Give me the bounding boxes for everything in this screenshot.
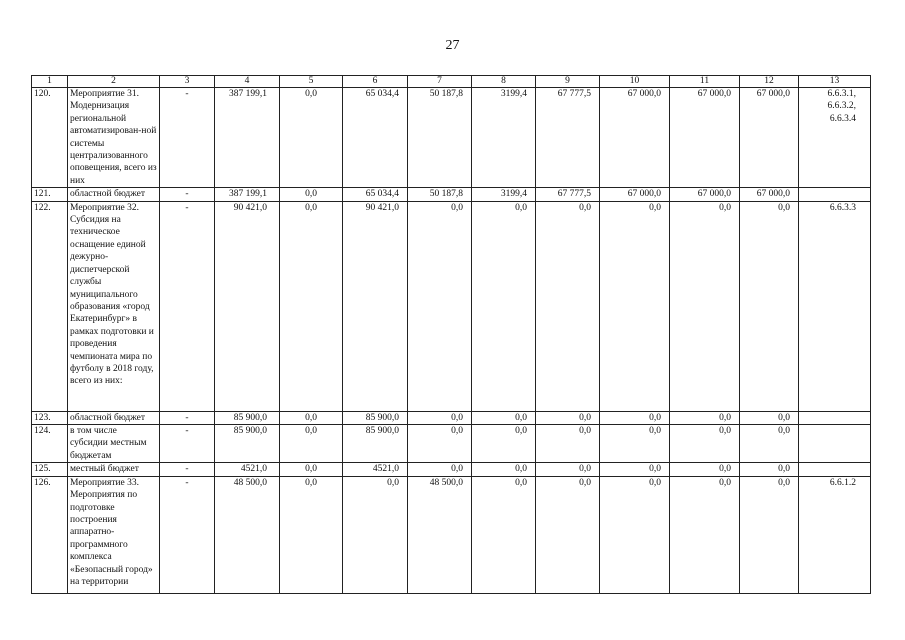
col3-value: - [160,411,215,424]
page-number: 27 [445,38,460,53]
row-number: 122. [32,201,68,411]
col9-value: 0,0 [536,201,600,411]
col4-value: 387 199,1 [215,188,280,201]
col3-value: - [160,476,215,593]
column-number-row [32,76,871,88]
col12-value: 67 000,0 [740,188,799,201]
col7-value: 50 187,8 [408,88,472,188]
row-number: 123. [32,411,68,424]
col4-value: 85 900,0 [215,411,280,424]
table-row [32,425,871,463]
col6-value: 85 900,0 [343,425,408,463]
col11-value: 67 000,0 [670,88,740,188]
col5-value: 0,0 [280,463,343,476]
col10-value: 0,0 [600,463,670,476]
column-header: 9 [536,76,600,88]
column-header: 12 [740,76,799,88]
column-header: 6 [343,76,408,88]
col3-value: - [160,425,215,463]
col12-value: 0,0 [740,201,799,411]
col13-value: 6.6.3.3 [799,201,871,411]
col3-value: - [160,201,215,411]
row-name: местный бюджет [68,463,160,476]
col6-value: 90 421,0 [343,201,408,411]
col6-value: 65 034,4 [343,188,408,201]
col13-value [799,463,871,476]
col13-value: 6.6.3.1, 6.6.3.2, 6.6.3.4 [799,88,871,188]
col5-value: 0,0 [280,201,343,411]
column-header: 2 [68,76,160,88]
col8-value: 3199,4 [472,88,536,188]
row-number: 125. [32,463,68,476]
col4-value: 4521,0 [215,463,280,476]
table-row [32,188,871,201]
column-header: 1 [32,76,68,88]
column-header: 11 [670,76,740,88]
row-name: областной бюджет [68,411,160,424]
column-header: 13 [799,76,871,88]
col5-value: 0,0 [280,476,343,593]
col8-value: 3199,4 [472,188,536,201]
table-row [32,411,871,424]
col12-value: 0,0 [740,411,799,424]
col9-value: 0,0 [536,425,600,463]
col5-value: 0,0 [280,411,343,424]
col10-value: 0,0 [600,425,670,463]
col8-value: 0,0 [472,411,536,424]
col11-value: 0,0 [670,463,740,476]
col12-value: 0,0 [740,476,799,593]
row-name: Мероприятие 32. Субсидия на техническое оснащение единой дежурно-диспетчерской службы муниципального образования «город Екатеринбург» в рамках подготовки и проведения чемпионата мира по футболу в 2018 году, всего из них: [68,201,160,411]
col9-value: 0,0 [536,463,600,476]
col4-value: 387 199,1 [215,88,280,188]
col7-value: 0,0 [408,425,472,463]
table-row [32,463,871,476]
col8-value: 0,0 [472,201,536,411]
col13-value [799,425,871,463]
row-number: 126. [32,476,68,593]
col8-value: 0,0 [472,463,536,476]
col12-value: 0,0 [740,463,799,476]
row-number: 120. [32,88,68,188]
column-header: 8 [472,76,536,88]
col7-value: 0,0 [408,411,472,424]
col13-value: 6.6.1.2 [799,476,871,593]
row-name: в том числе субсидии местным бюджетам [68,425,160,463]
row-name: областной бюджет [68,188,160,201]
col4-value: 48 500,0 [215,476,280,593]
row-number: 124. [32,425,68,463]
column-header: 3 [160,76,215,88]
row-number: 121. [32,188,68,201]
col10-value: 67 000,0 [600,188,670,201]
col6-value: 85 900,0 [343,411,408,424]
col4-value: 90 421,0 [215,201,280,411]
col10-value: 0,0 [600,411,670,424]
col5-value: 0,0 [280,88,343,188]
col10-value: 67 000,0 [600,88,670,188]
col9-value: 67 777,5 [536,188,600,201]
col3-value: - [160,463,215,476]
column-header: 7 [408,76,472,88]
col10-value: 0,0 [600,201,670,411]
row-name: Мероприятие 33. Мероприятия по подготовке построения аппаратно-программного комплекса «Безопасный город» на территории [68,476,160,593]
col7-value: 0,0 [408,463,472,476]
col3-value: - [160,188,215,201]
col4-value: 85 900,0 [215,425,280,463]
col9-value: 0,0 [536,476,600,593]
col10-value: 0,0 [600,476,670,593]
col8-value: 0,0 [472,425,536,463]
col11-value: 0,0 [670,201,740,411]
col11-value: 0,0 [670,425,740,463]
table-row [32,88,871,188]
col9-value: 67 777,5 [536,88,600,188]
col5-value: 0,0 [280,425,343,463]
col5-value: 0,0 [280,188,343,201]
col11-value: 0,0 [670,411,740,424]
col7-value: 50 187,8 [408,188,472,201]
column-header: 4 [215,76,280,88]
column-header: 5 [280,76,343,88]
col6-value: 0,0 [343,476,408,593]
row-name: Мероприятие 31. Модернизация региональной автоматизирован-ной системы централизованного оповещения, всего из них [68,88,160,188]
column-header: 10 [600,76,670,88]
table-row [32,201,871,411]
col13-value [799,188,871,201]
col7-value: 48 500,0 [408,476,472,593]
col13-value [799,411,871,424]
budget-table [31,75,871,594]
col8-value: 0,0 [472,476,536,593]
col12-value: 0,0 [740,425,799,463]
col6-value: 4521,0 [343,463,408,476]
col6-value: 65 034,4 [343,88,408,188]
col11-value: 0,0 [670,476,740,593]
col9-value: 0,0 [536,411,600,424]
table-row [32,476,871,593]
col12-value: 67 000,0 [740,88,799,188]
col3-value: - [160,88,215,188]
col7-value: 0,0 [408,201,472,411]
col11-value: 67 000,0 [670,188,740,201]
